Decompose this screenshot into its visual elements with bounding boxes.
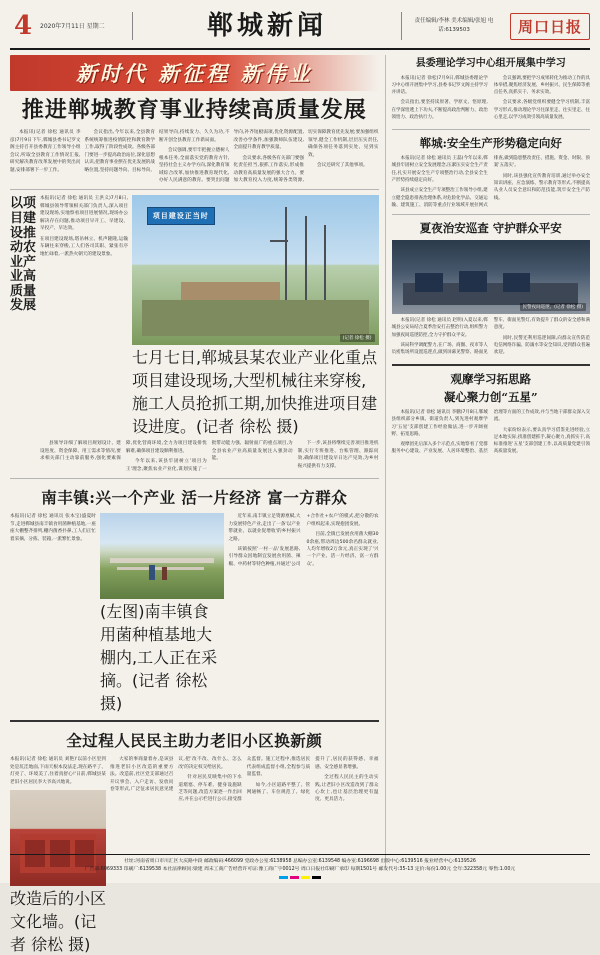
registration-yellow — [301, 876, 310, 879]
right-item2-p2: 该县成立安全生产专项整治工作领导小组,建立健全隐患排查治理体系,对危险化学品、交通运输、建筑施工、消防等重点行业领域开展拉网式排查,做到隐患整改责任、措施、资金、时限、预案'五落实'。 — [391, 156, 590, 208]
community-body — [110, 756, 379, 804]
footer-line-1: 社址:河南省周口市川汇区大庆路中段 邮政编码:466099 党政办公室:6138958 总编办公室:6139548 编办室:6196698 出版中心:6139516 报业经营中心:6139526 — [124, 858, 476, 864]
community-photo-caption: 改造后的小区文化墙。(记者 徐松 摄) — [10, 888, 107, 954]
project-vertical-headline-text: 以项目建设推动农业产业高质量发展 — [10, 196, 37, 314]
main-article-lead: 本报讯(记者 徐松 通讯员 李彦)7月9日下午,郸城县委书记罗文阁主持召开县委教育工作领导小组会议,听取全县教育工作情况汇报,研究解决教育改革发展中的突出问题,安排部署下一步工作。 — [10, 130, 81, 173]
right-item2-p1: 本报讯(记者 徐松 通讯员 王磊)今年以来,郸城县牢固树立安全发展理念,压紧压实安全生产责任,扎实开展安全生产专项整治行动,全县安全生产形势持续稳定向好。 — [391, 156, 488, 184]
right-item3-headline: 夏夜治安巡查 守护群众平安 — [419, 221, 562, 236]
nanfeng-body — [229, 513, 379, 570]
issue-date: 2020年7月11日 星期二 — [40, 22, 105, 30]
community-p4: 全过程人民民主的生动实践,让老旧小区改造改到了群众心坎上,也让基层治理更有温度、更具活力。 — [315, 775, 379, 803]
right-item4-headline-line1: 观摩学习拓思路 — [450, 372, 531, 387]
divider — [10, 189, 379, 190]
project-lead: 本报讯(记者 徐松 通讯员 王洪义)7月8日,郸城县领导带领相关部门负责人,深入项目建设现场,实地察看项目进展情况,现场办公解决存在问题,推动项目早开工、早建设、早投产、早达效。 — [40, 196, 128, 232]
publication-logo: 周口日报 — [510, 13, 590, 40]
right-divider-3 — [392, 364, 591, 366]
editor-credits: 责任编辑/李林 美术编辑/张旭 电话:6139503 — [414, 18, 494, 33]
masthead — [10, 6, 590, 50]
right-item3-photo — [392, 240, 591, 314]
right-item1-p2: 会议指出,要坚持读原著、学原文、悟原理,在学深悟透上下功夫,不断提高政治判断力、政治领悟力、政治执行力。 — [391, 100, 488, 120]
right-item4-p2: 观摩团先后深入多个示范点,实地察看了党群服务中心建设、产业发展、人居环境整治、基层治理等方面的工作成效,并与当地干部群众深入交流。 — [391, 410, 590, 455]
nanfeng-p1: 近年来,南丰镇立足资源禀赋,大力发展特色产业,走出了一条'以产业带就业、以就业促增收'的乡村振兴之路。 — [228, 514, 301, 542]
right-item2-headline: 郸城:安全生产形势稳定向好 — [419, 136, 562, 151]
project-photo — [132, 195, 379, 345]
project-vertical-headline — [10, 195, 36, 473]
project-p4: 下一步,该县将继续完善项目推进机制,实行专班推进、台账管理、跟踪问效,确保项目建设早日达产见效,为乡村振兴提供有力支撑。 — [297, 441, 379, 469]
page-number: 4 — [13, 11, 33, 41]
page-footer — [10, 854, 590, 879]
right-item3-p1: 本报讯(记者 徐松 通讯员 赵明)入夏以来,郸城县公安局结合夏季治安打击整治行动,组织警力加强夜间巡逻防控,全力守护群众平安。 — [391, 318, 488, 338]
right-item2-body — [392, 155, 591, 209]
community-p3: 如今,小区道路平整了、管网通畅了、车位规范了、绿化提升了,居民的获得感、幸福感、安全感显著增强。 — [246, 757, 379, 795]
community-headline: 全过程人民民主助力老旧小区换新颜 — [66, 731, 323, 751]
right-item3-photo-credit: 民警夜间巡逻。(记者 徐松 摄) — [520, 303, 586, 311]
project-site-sign: 项目建设正当时 — [147, 207, 215, 225]
right-item1-p3: 会议强调,要把学习成果转化为推动工作的具体举措,聚焦经济发展、乡村振兴、民生保障等重点任务,真抓实干、务求实效。 — [493, 75, 590, 96]
right-item3-p2: 该局科学调配警力,在广场、商圈、夜市等人员密集场所设置巡逻点,做到屏幕见警察、路面见警车、街面见警灯,有效提升了群众的安全感和满意度。 — [391, 318, 590, 356]
main-headline: 推进郸城教育事业持续高质量发展 — [21, 97, 367, 123]
right-item4-p3: 大家纷纷表示,要认真学习借鉴先进经验,立足本地实际,找准创建抓手,凝心聚力,真抓实干,高标准推进'五星'支部创建工作,以高质量党建引领高质量发展。 — [493, 427, 590, 455]
main-article-p1: 会议指出,今年以来,全县教育系统统筹推进疫情防控和教育教学工作,取得了阶段性成效。各级各部门要进一步提高政治站位,深化思想认识,把教育事业摆在优先发展的战略位置,坚持问题导向、目标导向、结果导向,持续发力、久久为功,不断开创全县教育工作新局面。 — [84, 130, 230, 173]
main-article-p4: 会议还研究了其他事项。 — [317, 163, 368, 169]
right-item4-body — [392, 409, 591, 457]
newspaper-section-title: 郸城新闻 — [132, 12, 402, 41]
nanfeng-photo-caption: (左图)南丰镇食用菌种植基地大棚内,工人正在采摘。(记者 徐松 摄) — [100, 602, 218, 714]
project-photo-caption: 七月七日,郸城县某农业产业化重点项目建设现场,大型机械往来穿梭,施工人员抢抓工期,加快推进项目建设进度。(记者 徐松 摄) — [132, 348, 378, 437]
nanfeng-photo — [100, 513, 224, 599]
divider-2 — [10, 478, 379, 479]
right-item4-p1: 本报讯(记者 徐松 通讯员 李鹏)7月8日,郸城县组织部分乡镇、街道负责人,到先进村观摩学习'五星'支部创建工作经验做法,进一步开阔视野、拓宽思路。 — [391, 410, 488, 437]
project-photo-credit: (记者 徐松 摄) — [340, 334, 375, 342]
right-item3-body — [392, 317, 591, 358]
project-section — [10, 195, 379, 473]
project-p1: 在项目建设现场,塔吊林立、机声隆隆,运输车辆往来穿梭,工人们各司其职、紧张有序地忙碌着,一派热火朝天的建设景象。 — [40, 236, 128, 257]
community-p1: 大家的事商量着办,是该县推进老旧小区改造的重要方法。改造前,社区党支部通过召开议事会、入户走访、发放问卷等形式,广泛征求居民意见建议,把'改不改、改什么、怎么改'的决定权交给居民。 — [110, 757, 242, 792]
right-item1-p1: 本报讯(记者 徐松)7月9日,郸城县委理论学习中心组开展集中学习,县委书记罗文阁主持学习并讲话。 — [391, 75, 488, 96]
main-article-body — [10, 129, 379, 184]
nanfeng-p3: 目前,全镇已发展食用菌大棚300余座,带动周边500余名群众就业,人均年增收2万余元,真正实现了'兴一个产业、活一片经济、富一方群众'。 — [306, 532, 379, 567]
nanfeng-headline: 南丰镇:兴一个产业 活一片经济 富一方群众 — [41, 488, 348, 508]
right-divider-2 — [392, 214, 591, 215]
project-p3: 今年以来,该县牢固树立'项目为王'理念,聚焦农业产业化,谋划实施了一批带动能力强、辐射面广的重点项目,为全县农业产业高质量发展注入强劲动能。 — [125, 441, 293, 472]
right-item2-p3: 同时,该县强化宣传教育培训,通过举办安全知识讲座、应急演练、警示教育等形式,不断提高从业人员安全意识和防范技能,筑牢安全生产防线。 — [493, 173, 590, 201]
right-column — [386, 55, 591, 867]
registration-black — [312, 876, 321, 879]
right-item4-headline-line2: 凝心聚力创“五星” — [443, 390, 538, 405]
color-registration-bar — [10, 876, 590, 879]
right-divider-1 — [392, 129, 591, 130]
footer-line-2: 广告部:6069333 印刷厂:6139538 本社法律顾问:梁建 周末工商广告经营许可证:豫工商广字0012号 周口日报社印刷厂承印 每期1501号 邮发代号:35-13 定价:每份1.00元 全年:322358元 零售:1.00元 — [84, 866, 516, 872]
right-item1-headline: 县委理论学习中心组开展集中学习 — [415, 58, 566, 69]
community-p2: 针对居民反映集中的下水道堵塞、停车难、健身设施缺乏等问题,改造方案逐一作出回应,并在公示栏进行公示,接受群众监督。施工过程中,推选居民代表组成监督小组,全程参与质量监督。 — [178, 757, 311, 803]
divider-3 — [10, 720, 379, 722]
project-p2: 县领导详细了解项目规划设计、建设进度、资金保障、用工需求等情况,要求相关部门主动靠前服务,强化要素保障,优化营商环境,全力为项目建设排忧解难,确保项目建设顺利推进。 — [40, 441, 207, 462]
theme-banner-text: 新时代 新征程 新伟业 — [75, 61, 313, 86]
main-article-p3: 会议要求,各级各有关部门要强化责任担当,狠抓工作落实,形成推动教育高质量发展的强大合力。要加大教育投入力度,统筹各类资源,切实保障教育优先发展;要加强组织领导,健全工作机制,层层压实责任,确保各项任务落到实处、见到实效。 — [233, 130, 379, 184]
nanfeng-p2: 该镇按照'一村一品'发展思路,引导群众因地制宜发展食用菌、辣椒、中药材等特色种植,并通过'公司+合作社+农户'的模式,把分散的农户组织起来,实现抱团发展。 — [228, 514, 379, 567]
right-item1-body — [392, 75, 591, 125]
nanfeng-lead: 本报讯(记者 徐松 通讯员 张本宝)盛夏时节,走进郸城县南丰镇食用菌种植基地,一座座大棚整齐排列,棚内菌香扑鼻,工人们正忙着采摘、分拣、装箱,一派繁忙景象。 — [10, 514, 96, 542]
registration-magenta — [290, 876, 299, 879]
main-article-p2: 会议强调,要牢牢把握立德树人根本任务,全面落实党的教育方针,坚持社会主义办学方向,深化教育领域综合改革,加快推进教育现代化,办好人民满意的教育。要突出问题导向,补齐短板弱项,优化资源配置,改善办学条件,加强教师队伍建设,全面提升教育教学质量。 — [159, 130, 304, 184]
registration-cyan — [279, 876, 288, 879]
right-item1-p4: 会议要求,各级党组织要健全学习机制,丰富学习形式,推动理论学习往深里走、往实里走、往心里走,以学习成效引领高质量发展。 — [493, 100, 590, 120]
theme-banner — [10, 55, 379, 91]
project-body — [40, 440, 379, 473]
community-lead: 本报讯(记者 徐松 通讯员 刘艳)'以前小区里到处是坑洼地面,下雨天根本没法走,现在路平了、灯亮了、环境美了,住着真舒心!'日前,郸城县某老旧小区居民李大爷高兴地说。 — [10, 757, 106, 785]
right-item3-p3: 同时,民警还利用巡逻间隙,向群众宣传防范电信网络诈骗、防溺水等安全知识,受到群众普遍欢迎。 — [493, 335, 590, 356]
